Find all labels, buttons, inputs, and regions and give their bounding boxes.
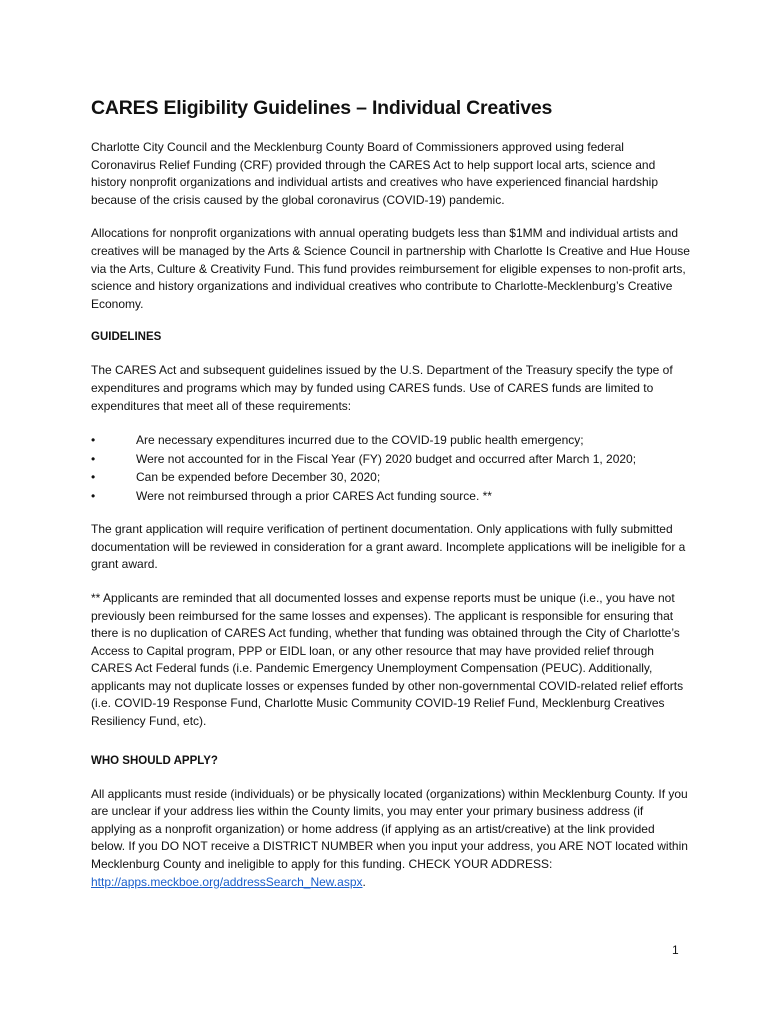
check-address-label: CHECK YOUR ADDRESS: bbox=[408, 857, 553, 872]
bullet-icon: • bbox=[91, 488, 96, 503]
eligibility-text: All applicants must reside (individuals) or be physically located (organizations) within Mecklenburg County. If you are unclear if your address lies within the County limits, you may enter your primary business address (if applying as a nonprofit organization) or home address (if applying as an artist/creative) at the link provided below. If you DO NOT receive a DISTRICT NUMBER when you input your address, you ARE NOT located within Mecklenburg County and ineligible to apply for this funding. bbox=[91, 786, 688, 872]
page-number: 1 bbox=[672, 943, 679, 957]
list-item-text: Can be expended before December 30, 2020; bbox=[136, 470, 381, 485]
intro-paragraph-1: Charlotte City Council and the Mecklenburg County Board of Commissioners approved using federal Coronavirus Relief Funding (CRF) provided through the CARES Act to help support local arts, science and history nonprofit organizations and individual artists and creatives who have experienced financial hardship because of the crisis caused by the global coronavirus (COVID-19) pandemic. bbox=[91, 140, 658, 207]
list-item bbox=[91, 468, 691, 487]
intro-paragraph-2: Allocations for nonprofit organizations with annual operating budgets less than $1MM and individual artists and creatives will be managed by the Arts & Science Council in partnership with Charlotte Is Creative and Hue House via the Arts, Culture & Creativity Fund. This fund provides reimbursement for eligible expenses to non-profit arts, science and history organizations and individual creatives who contribute to Charlotte-Mecklenburg’s Creative Economy. bbox=[91, 226, 690, 311]
link-suffix: . bbox=[362, 874, 366, 889]
bullet-icon: • bbox=[91, 433, 96, 448]
list-item bbox=[91, 487, 691, 506]
requirements-list bbox=[91, 431, 691, 505]
list-item bbox=[91, 431, 691, 450]
guidelines-heading: GUIDELINES bbox=[91, 331, 162, 344]
page-title: CARES Eligibility Guidelines – Individual Creatives bbox=[91, 97, 553, 119]
guidelines-intro: The CARES Act and subsequent guidelines issued by the U.S. Department of the Treasury specify the type of expenditures and programs which may by funded using CARES funds. Use of CARES funds are limited to expenditures that meet all of these requirements: bbox=[91, 363, 673, 413]
who-should-apply-heading: WHO SHOULD APPLY? bbox=[91, 754, 218, 767]
duplication-note: ** Applicants are reminded that all documented losses and expense reports must be unique (i.e., you have not previously been reimbursed for the same losses and expenses). The applicant is responsible for ensuring that there is no duplication of CARES Act funding, whether that funding was obtained through the City of Charlotte’s Access to Capital program, PPP or EIDL loan, or any other resource that may have provided relief through CARES Act Federal funds (i.e. Pandemic Emergency Unemployment Compensation (PEUC). Additionally, applicants may not duplicate losses or expenses funded by other non-governmental COVID-related relief efforts (i.e. COVID-19 Response Fund, Charlotte Music Community COVID-19 Relief Fund, Mecklenburg Creatives Resiliency Fund, etc). bbox=[91, 590, 684, 729]
bullet-icon: • bbox=[91, 470, 96, 485]
document-content bbox=[91, 94, 691, 907]
list-item-text: Were not accounted for in the Fiscal Year (FY) 2020 budget and occurred after March 1, 2020; bbox=[136, 451, 637, 466]
list-item bbox=[91, 450, 691, 469]
list-item-text: Are necessary expenditures incurred due to the COVID-19 public health emergency; bbox=[136, 433, 584, 448]
bullet-icon: • bbox=[91, 451, 96, 466]
list-item-text: Were not reimbursed through a prior CARES Act funding source. ** bbox=[136, 488, 492, 503]
verification-paragraph: The grant application will require verification of pertinent documentation. Only applications with fully submitted documentation will be reviewed in consideration for a grant award. Incomplete applications will be ineligible for a grant award. bbox=[91, 522, 686, 572]
address-search-link[interactable]: http://apps.meckboe.org/addressSearch_New.aspx bbox=[91, 874, 363, 889]
who-should-apply-body bbox=[91, 786, 691, 892]
